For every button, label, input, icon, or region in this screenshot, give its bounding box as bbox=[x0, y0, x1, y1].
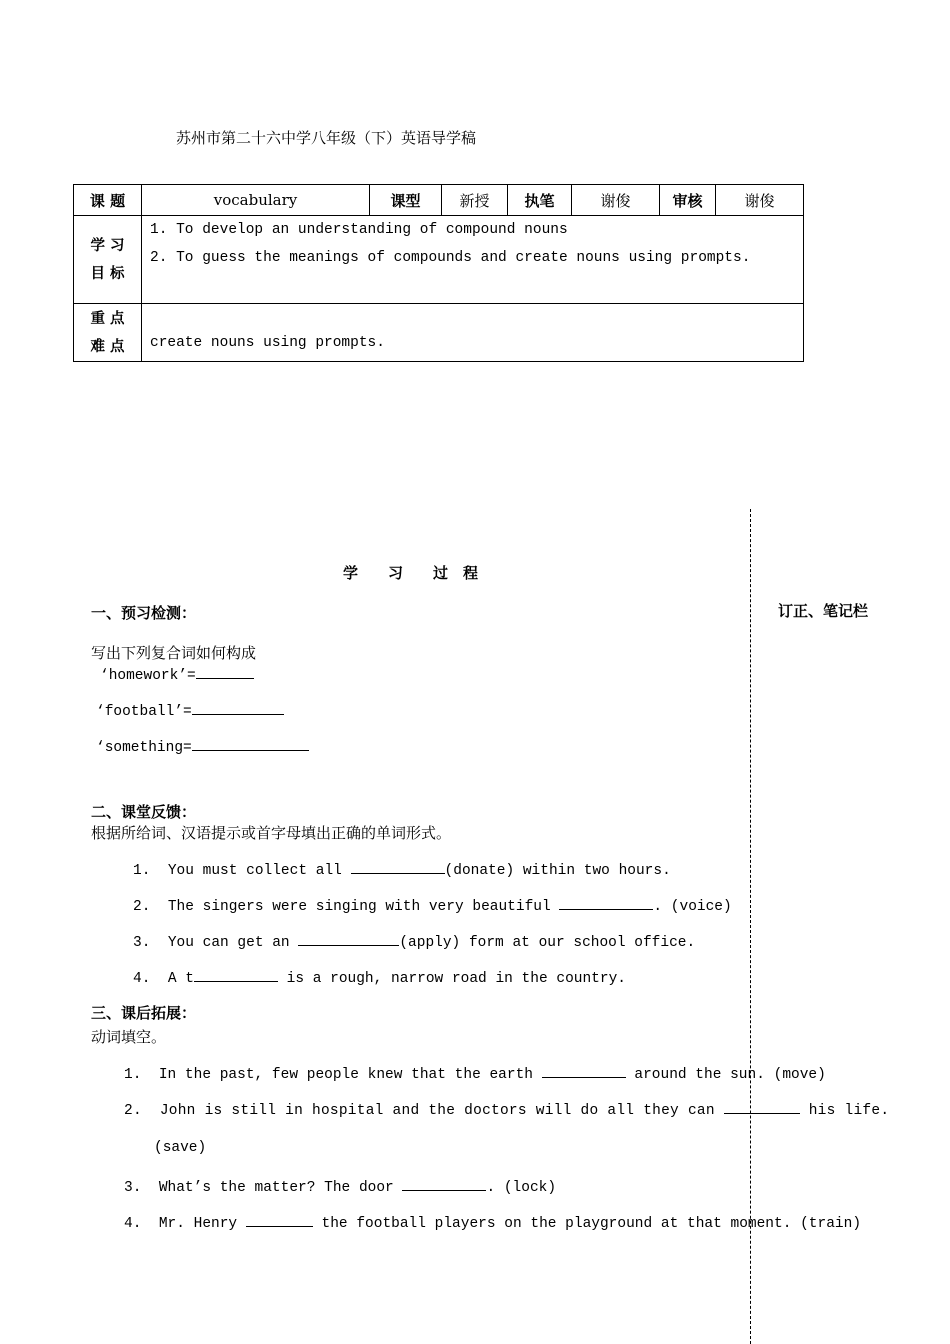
feedback-item-3 bbox=[133, 931, 695, 951]
item-number: 3. bbox=[124, 1180, 142, 1196]
answer-blank[interactable] bbox=[724, 1099, 800, 1114]
item-number: 2. bbox=[133, 899, 151, 915]
feedback-item-2 bbox=[133, 895, 732, 915]
key-label-line1: 重 点 bbox=[90, 310, 125, 327]
answer-blank[interactable] bbox=[196, 664, 254, 679]
answer-blank[interactable] bbox=[402, 1176, 486, 1191]
objectives-label-line2: 目 标 bbox=[90, 265, 125, 282]
type-label: 课型 bbox=[370, 185, 442, 216]
preview-item-homework bbox=[100, 664, 254, 684]
preview-item-something bbox=[96, 736, 309, 756]
document-title: 苏州市第二十六中学八年级（下）英语导学稿 bbox=[176, 129, 477, 147]
preview-item-football bbox=[96, 700, 284, 720]
section3-instruction: 动词填空。 bbox=[91, 1028, 167, 1046]
item-text-before: A t bbox=[167, 971, 194, 987]
item-text-before: You can get an bbox=[167, 935, 299, 951]
objectives-label bbox=[74, 216, 142, 304]
item-number: 4. bbox=[133, 971, 151, 987]
answer-blank[interactable] bbox=[192, 736, 309, 751]
answer-blank[interactable] bbox=[542, 1063, 626, 1078]
section3-heading: 三、课后拓展： bbox=[91, 1004, 197, 1022]
item-number: 3. bbox=[133, 935, 151, 951]
item-text-after: . (voice) bbox=[653, 899, 732, 915]
answer-blank[interactable] bbox=[194, 967, 278, 982]
objective-2: 2. To guess the meanings of compounds and create nouns using prompts. bbox=[150, 250, 751, 266]
key-points-cell bbox=[142, 304, 804, 362]
extension-item-3 bbox=[124, 1176, 556, 1196]
author-label: 执笔 bbox=[508, 185, 572, 216]
answer-blank[interactable] bbox=[298, 931, 399, 946]
topic-value: vocabulary bbox=[142, 185, 370, 216]
extension-item-4 bbox=[124, 1212, 861, 1232]
objectives-cell bbox=[142, 216, 804, 304]
item-text-before: (save) bbox=[154, 1140, 207, 1156]
item-number: 1. bbox=[124, 1067, 142, 1083]
section1-instruction: 写出下列复合词如何构成 bbox=[91, 644, 257, 662]
item-text-before: In the past, few people knew that the earth bbox=[158, 1067, 542, 1083]
item-number: 4. bbox=[124, 1216, 142, 1232]
preview-item-label: ‘something= bbox=[96, 740, 192, 756]
feedback-item-4 bbox=[133, 967, 626, 987]
key-label-line2: 难 点 bbox=[90, 338, 125, 355]
item-text-after: is a rough, narrow road in the country. bbox=[277, 971, 626, 987]
answer-blank[interactable] bbox=[246, 1212, 313, 1227]
key-points-label bbox=[74, 304, 142, 362]
lesson-info-table bbox=[73, 184, 804, 362]
item-number: 2. bbox=[124, 1103, 142, 1119]
item-text-before: What’s the matter? The door bbox=[158, 1180, 403, 1196]
item-text-after: his life. bbox=[799, 1103, 890, 1119]
section1-heading: 一、预习检测： bbox=[91, 604, 197, 622]
item-text-before: Mr. Henry bbox=[158, 1216, 246, 1232]
section2-instruction: 根据所给词、汉语提示或首字母填出正确的单词形式。 bbox=[91, 824, 452, 842]
type-value: 新授 bbox=[442, 185, 508, 216]
item-text-after: around the sun. (move) bbox=[625, 1067, 826, 1083]
item-text-after: (donate) within two hours. bbox=[444, 863, 671, 879]
item-text-after: (apply) form at our school office. bbox=[399, 935, 696, 951]
extension-item-2 bbox=[124, 1099, 889, 1119]
item-text-after: the football players on the playground at that moment. (train) bbox=[312, 1216, 862, 1232]
section2-heading: 二、课堂反馈： bbox=[91, 803, 197, 821]
preview-item-label: ‘football’= bbox=[96, 704, 192, 720]
notes-heading: 订正、笔记栏 bbox=[778, 602, 869, 620]
item-text-before: You must collect all bbox=[167, 863, 351, 879]
item-text-before: The singers were singing with very beautiful bbox=[167, 899, 560, 915]
objective-1: 1. To develop an understanding of compound nouns bbox=[150, 222, 568, 238]
item-text-before: John is still in hospital and the doctors will do all they can bbox=[159, 1103, 724, 1119]
preview-item-label: ‘homework’= bbox=[100, 668, 196, 684]
extension-item-1 bbox=[124, 1063, 826, 1083]
objectives-label-line1: 学 习 bbox=[90, 237, 125, 254]
review-label: 审核 bbox=[660, 185, 716, 216]
feedback-item-1 bbox=[133, 859, 671, 879]
key-points-value: create nouns using prompts. bbox=[150, 335, 385, 351]
review-value: 谢俊 bbox=[716, 185, 804, 216]
author-value: 谢俊 bbox=[572, 185, 660, 216]
topic-label: 课 题 bbox=[74, 185, 142, 216]
item-text-after: . (lock) bbox=[486, 1180, 557, 1196]
answer-blank[interactable] bbox=[192, 700, 284, 715]
process-heading: 学 习 过 程 bbox=[343, 564, 479, 582]
answer-blank[interactable] bbox=[559, 895, 653, 910]
item-number: 1. bbox=[133, 863, 151, 879]
answer-blank[interactable] bbox=[351, 859, 445, 874]
extension-item-2-continued bbox=[154, 1140, 206, 1156]
